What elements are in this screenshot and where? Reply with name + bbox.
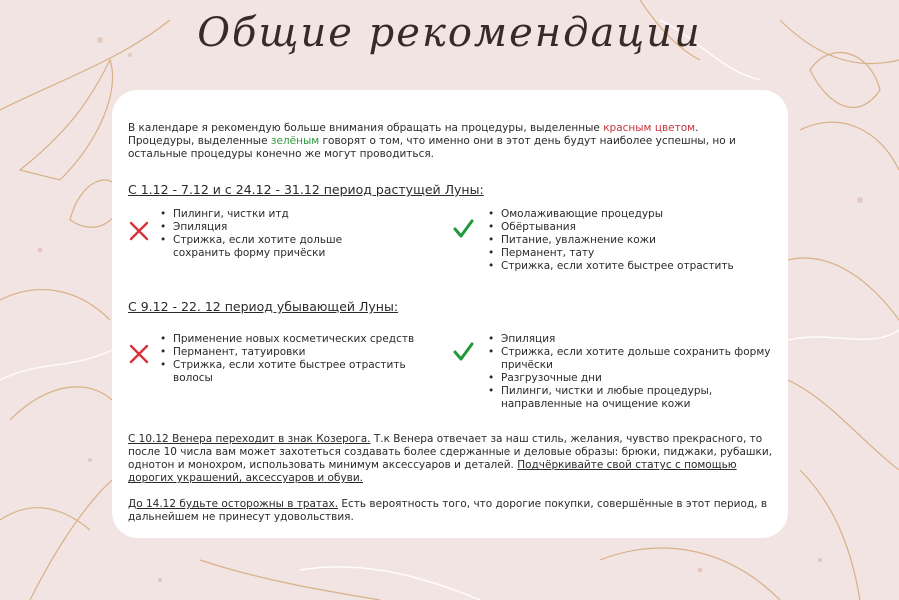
page-title: Общие рекомендации bbox=[197, 10, 702, 56]
section1-title: С 1.12 - 7.12 и с 24.12 - 31.12 период растущей Луны: bbox=[128, 182, 484, 197]
list-item: • Перманент, татуировки bbox=[157, 346, 417, 359]
intro-green-word: зелёным bbox=[270, 135, 320, 147]
list-item: • Стрижка, если хотите быстрее отрастить bbox=[485, 260, 775, 273]
intro-red-word: красным цветом bbox=[603, 122, 696, 134]
list-item: • Омолаживающие процедуры bbox=[485, 208, 775, 221]
list-item: • Питание, увлажнение кожи bbox=[485, 234, 775, 247]
list-item: • Обёртывания bbox=[485, 221, 775, 234]
check-icon bbox=[452, 218, 474, 240]
list-item: • Эпиляция bbox=[157, 221, 402, 234]
list-item: • Пилинги, чистки итд bbox=[157, 208, 402, 221]
list-item: • Стрижка, если хотите дольше сохранить форму причёски bbox=[157, 234, 402, 260]
check-icon bbox=[452, 341, 474, 363]
section2-good-list bbox=[485, 333, 785, 411]
intro-text bbox=[128, 122, 768, 161]
section1-bad-list bbox=[157, 208, 402, 260]
cross-icon bbox=[128, 220, 150, 242]
venus-paragraph bbox=[128, 433, 773, 485]
list-item: • Стрижка, если хотите дольше сохранить форму причёски bbox=[485, 346, 785, 372]
list-item: • Перманент, тату bbox=[485, 247, 775, 260]
content-card bbox=[112, 90, 788, 538]
list-item: • Разгрузочные дни bbox=[485, 372, 785, 385]
cross-icon bbox=[128, 343, 150, 365]
spending-lead: До 14.12 будьте осторожны в тратах. bbox=[128, 498, 339, 510]
intro-part3: говорят о том, что именно они в этот день будут наиболее успешны, но и остальные процедуры конечно же могут проводиться. bbox=[128, 135, 736, 160]
list-item: • Применение новых косметических средств bbox=[157, 333, 417, 346]
list-item: • Стрижка, если хотите быстрее отрастить волосы bbox=[157, 359, 417, 385]
intro-part1: В календаре я рекомендую больше внимания обращать на процедуры, выделенные bbox=[128, 122, 604, 134]
spending-paragraph bbox=[128, 498, 773, 524]
venus-lead: С 10.12 Венера переходит в знак Козерога. bbox=[128, 433, 371, 445]
venus-tail: Подчёркивайте свой статус с помощью дорогих украшений, аксессуаров и обуви. bbox=[128, 459, 737, 484]
section1-good-list bbox=[485, 208, 775, 273]
list-item: • Пилинги, чистки и любые процедуры, направленные на очищение кожи bbox=[485, 385, 785, 411]
list-item: • Эпиляция bbox=[485, 333, 785, 346]
section2-title: С 9.12 - 22. 12 период убывающей Луны: bbox=[128, 299, 399, 314]
section2-bad-list bbox=[157, 333, 417, 385]
spending-body: Есть вероятность того, что дорогие покупки, совершённые в этот период, в дальнейшем не принесут удовольствия. bbox=[128, 498, 768, 523]
venus-body: Т.к Венера отвечает за наш стиль, желания, чувство прекрасного, то после 10 числа вам может захотеться создавать более сдержанные и деловые образы: брюки, пиджаки, рубашки, однотон и монохром, использовать минимум аксессуаров и деталей. bbox=[128, 433, 773, 471]
intro-part2: . Процедуры, выделенные bbox=[128, 122, 699, 147]
